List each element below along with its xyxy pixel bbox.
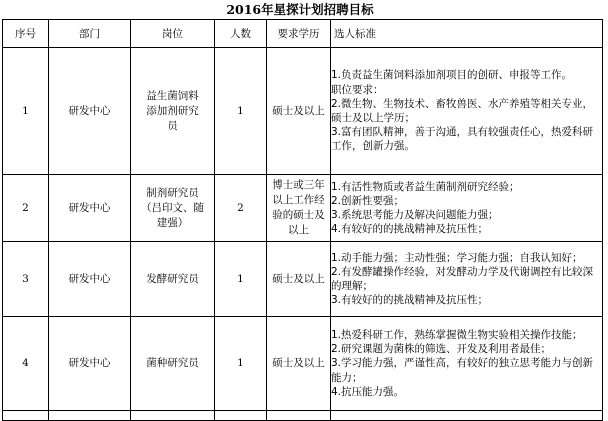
row-dept: 研发中心 [49, 48, 131, 175]
criteria-line: 3.系统思考能力及解决问题能力强； [331, 209, 499, 221]
table-row [3, 317, 603, 411]
row-edu [267, 48, 331, 175]
row-post [131, 242, 215, 317]
row-number: 3 [3, 242, 49, 317]
criteria-line: 1.热爱科研工作，熟练掌握微生物实验相关操作技能； [331, 328, 583, 341]
cell-line: 建强） [156, 216, 189, 229]
row-count: 2 [215, 175, 267, 242]
header-count: 人数 [215, 20, 267, 48]
criteria-line: 职位要求： [331, 83, 384, 96]
row-edu [267, 317, 331, 411]
criteria-line: 1.负责益生菌饲料添加剂项目的创研、申报等工作。 [331, 69, 573, 82]
criteria-line: 2.有发酵罐操作经验，对发酵动力学及代谢调控有比较深的理解； [331, 265, 594, 292]
empty-cell [331, 411, 603, 421]
cell-line: 以上 [288, 224, 309, 236]
criteria-line: 3.学习能力强，严谨性高，有较好的独立思考能力与创新能力； [331, 357, 594, 384]
cell-line: 发酵研究员 [146, 272, 199, 285]
row-number: 1 [3, 48, 49, 175]
row-post [131, 48, 215, 175]
row-number: 4 [3, 317, 49, 411]
header-no: 序号 [3, 20, 49, 48]
empty-cell [49, 411, 131, 421]
row-count: 1 [215, 317, 267, 411]
row-number: 2 [3, 175, 49, 242]
row-dept: 研发中心 [49, 317, 131, 411]
header-row [3, 20, 603, 48]
empty-cell [131, 411, 215, 421]
criteria-line: 4.有较好的的挑战精神及抗压性； [331, 223, 489, 236]
row-dept: 研发中心 [49, 175, 131, 242]
empty-cell [267, 411, 331, 421]
header-criteria: 选人标准 [331, 20, 603, 48]
criteria-line: 3.富有团队精神，善于沟通，具有较强责任心，热爱科研工作，创新力强。 [331, 126, 594, 153]
empty-cell [3, 411, 49, 421]
empty-cell [215, 411, 267, 421]
cell-line: 添加剂研究 [146, 104, 199, 117]
row-edu [267, 175, 331, 242]
cell-line: 博士或三年 [272, 179, 325, 191]
cell-line: 硕士及以上 [272, 272, 325, 285]
row-criteria [331, 242, 603, 317]
row-post [131, 175, 215, 242]
cell-line: 硕士及以上 [272, 357, 325, 369]
row-dept: 研发中心 [49, 242, 131, 317]
row-criteria [331, 175, 603, 242]
criteria-line: 2.研究课题为菌株的筛选、开发及利用者最佳； [331, 343, 552, 356]
row-edu [267, 242, 331, 317]
table-row [3, 242, 603, 317]
criteria-line: 3.有较好的的挑战精神及抗压性； [331, 294, 489, 307]
cell-line: 制剂研究员 [146, 186, 199, 199]
criteria-line: 2.创新性要强； [331, 194, 405, 207]
criteria-line: 2.微生物、生物技术、畜牧兽医、水产养殖等相关专业，硕士及以上学历； [331, 97, 594, 124]
table-row [3, 48, 603, 175]
row-post [131, 317, 215, 411]
table-row-partial [3, 411, 603, 421]
header-post: 岗位 [131, 20, 215, 48]
cell-line: 菌种研究员 [146, 357, 199, 369]
recruitment-table [2, 19, 603, 421]
criteria-line: 4.抗压能力强。 [331, 385, 405, 398]
header-edu: 要求学历 [267, 20, 331, 48]
header-dept: 部门 [49, 20, 131, 48]
table-row [3, 175, 603, 242]
cell-line: 以上工作经 [272, 194, 325, 206]
cell-line: 益生菌饲料 [146, 89, 199, 102]
row-criteria [331, 48, 603, 175]
criteria-line: 1.动手能力强；主动性强；学习能力强；自我认知好； [331, 251, 583, 264]
criteria-line: 1.有活性物质或者益生菌制剂研究经验； [331, 180, 520, 193]
table-title: 2016年星探计划招聘目标 [226, 2, 374, 17]
row-count: 1 [215, 242, 267, 317]
cell-line: 验的硕士及 [272, 209, 325, 221]
cell-line: 硕士及以上 [272, 104, 325, 117]
row-criteria [331, 317, 603, 411]
cell-line: （吕印文、随 [141, 201, 204, 214]
cell-line: 员 [167, 119, 178, 132]
row-count: 1 [215, 48, 267, 175]
